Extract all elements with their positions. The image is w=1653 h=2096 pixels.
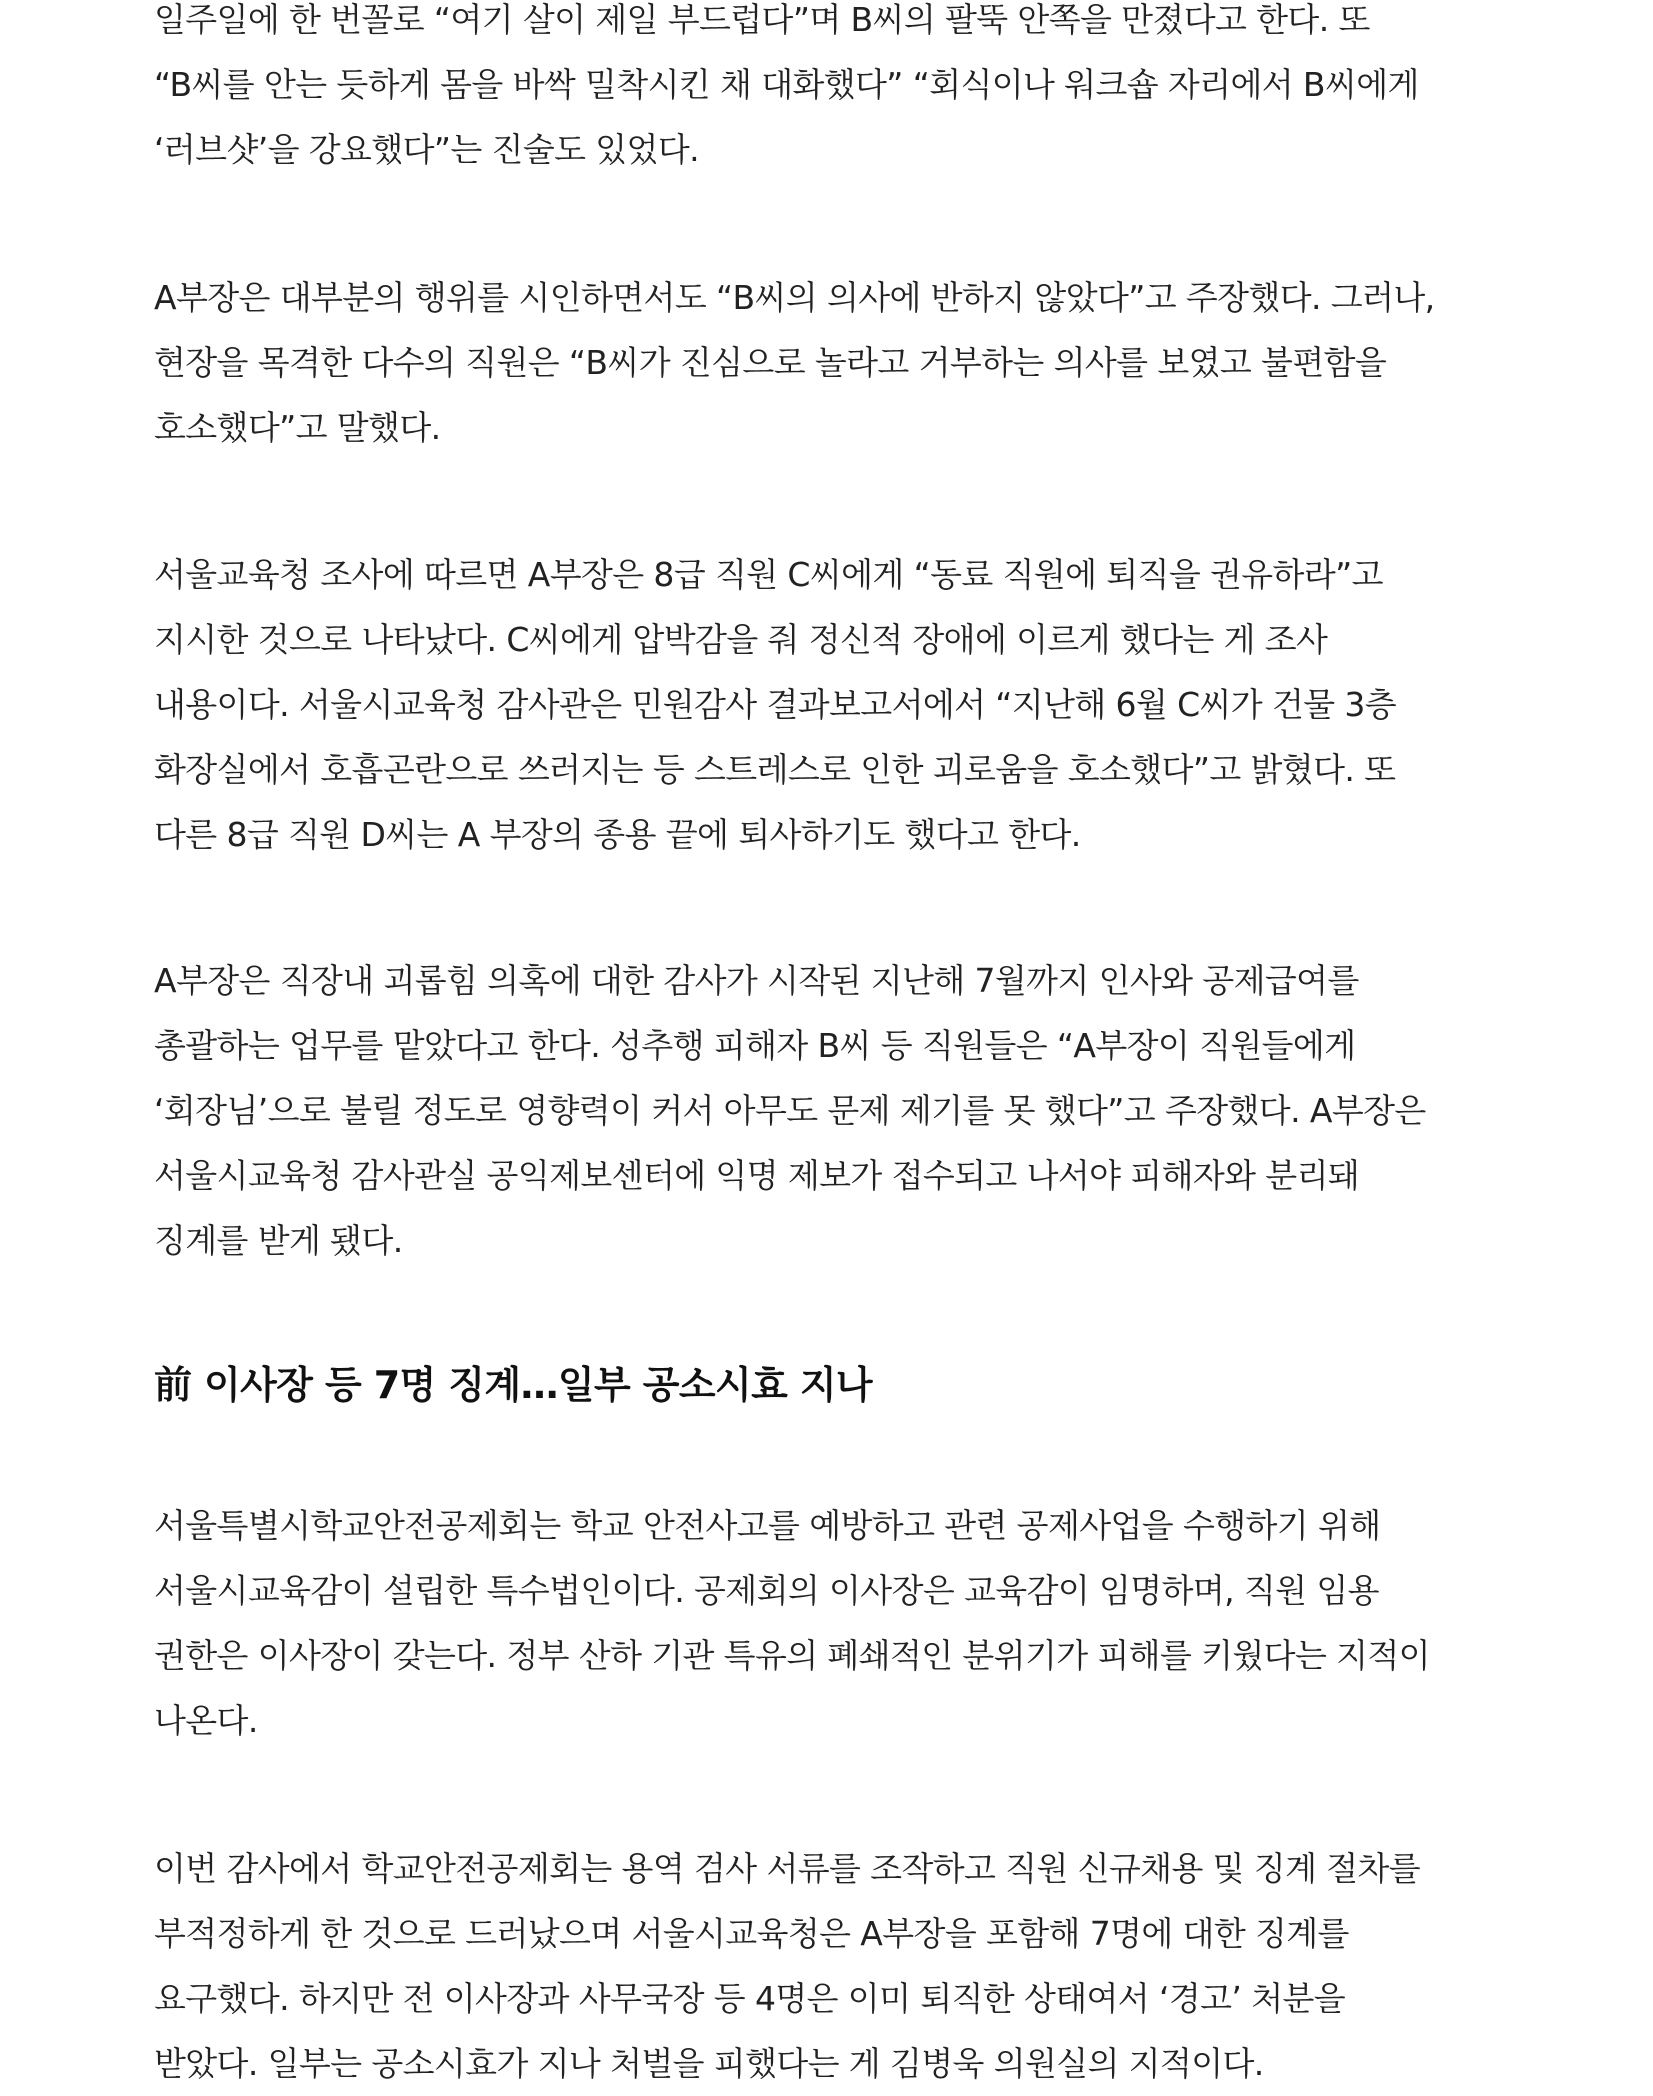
paragraph-line: 받았다. 일부는 공소시효가 지나 처벌을 피했다는 게 김병욱 의원실의 지적이다.: [154, 2044, 1264, 2083]
paragraph-line: 징계를 받게 됐다.: [154, 1221, 403, 1260]
paragraph-line: 현장을 목격한 다수의 직원은 “B씨가 진심으로 놀라고 거부하는 의사를 보였고 불편함을: [154, 343, 1387, 382]
paragraph-line: 서울특별시학교안전공제회는 학교 안전사고를 예방하고 관련 공제사업을 수행하기 위해: [154, 1506, 1381, 1545]
paragraph: [154, 0, 1419, 182]
paragraph-line: 부적정하게 한 것으로 드러났으며 서울시교육청은 A부장을 포함해 7명에 대한 징계를: [154, 1914, 1349, 1953]
paragraph: [154, 542, 1396, 867]
paragraph-line: 서울시교육감이 설립한 특수법인이다. 공제회의 이사장은 교육감이 임명하며, 직원 임용: [154, 1571, 1379, 1610]
paragraph-line: 내용이다. 서울시교육청 감사관은 민원감사 결과보고서에서 “지난해 6월 C씨가 건물 3층: [154, 685, 1397, 724]
paragraph-line: 총괄하는 업무를 맡았다고 한다. 성추행 피해자 B씨 등 직원들은 “A부장이 직원들에게: [154, 1026, 1356, 1065]
section-subheading: 前 이사장 등 7명 징계…일부 공소시효 지나: [154, 1363, 873, 1407]
paragraph-line: 요구했다. 하지만 전 이사장과 사무국장 등 4명은 이미 퇴직한 상태여서 ‘경고’ 처분을: [154, 1979, 1346, 2018]
paragraph: [154, 1493, 1430, 1753]
paragraph-line: 서울교육청 조사에 따르면 A부장은 8급 직원 C씨에게 “동료 직원에 퇴직을 권유하라”고: [154, 555, 1383, 594]
paragraph-line: 서울시교육청 감사관실 공익제보센터에 익명 제보가 접수되고 나서야 피해자와 분리돼: [154, 1156, 1360, 1195]
paragraph-line: 화장실에서 호흡곤란으로 쓰러지는 등 스트레스로 인한 괴로움을 호소했다”고 밝혔다. 또: [154, 750, 1396, 789]
paragraph: [154, 1836, 1420, 2096]
paragraph-line: 다른 8급 직원 D씨는 A 부장의 종용 끝에 퇴사하기도 했다고 한다.: [154, 815, 1081, 854]
paragraph-line: 이번 감사에서 학교안전공제회는 용역 검사 서류를 조작하고 직원 신규채용 및 징계 절차를: [154, 1849, 1421, 1888]
paragraph: [154, 265, 1435, 460]
paragraph: [154, 948, 1426, 1273]
paragraph-line: ‘회장님’으로 불릴 정도로 영향력이 커서 아무도 문제 제기를 못 했다”고 주장했다. A부장은: [154, 1091, 1426, 1130]
paragraph-line: 일주일에 한 번꼴로 “여기 살이 제일 부드럽다”며 B씨의 팔뚝 안쪽을 만졌다고 한다. 또: [154, 0, 1370, 39]
paragraph-line: 권한은 이사장이 갖는다. 정부 산하 기관 특유의 폐쇄적인 분위기가 피해를 키웠다는 지적이: [154, 1636, 1430, 1675]
paragraph-line: “B씨를 안는 듯하게 몸을 바싹 밀착시킨 채 대화했다” “회식이나 워크숍 자리에서 B씨에게: [154, 65, 1419, 104]
paragraph-line: 지시한 것으로 나타났다. C씨에게 압박감을 줘 정신적 장애에 이르게 했다는 게 조사: [154, 620, 1328, 659]
paragraph-line: A부장은 대부분의 행위를 시인하면서도 “B씨의 의사에 반하지 않았다”고 주장했다. 그러나,: [154, 278, 1435, 317]
paragraph-line: A부장은 직장내 괴롭힘 의혹에 대한 감사가 시작된 지난해 7월까지 인사와 공제급여를: [154, 961, 1359, 1000]
paragraph-line: ‘러브샷’을 강요했다”는 진술도 있었다.: [154, 130, 700, 169]
paragraph-line: 호소했다”고 말했다.: [154, 408, 441, 447]
paragraph-line: 나온다.: [154, 1701, 258, 1740]
